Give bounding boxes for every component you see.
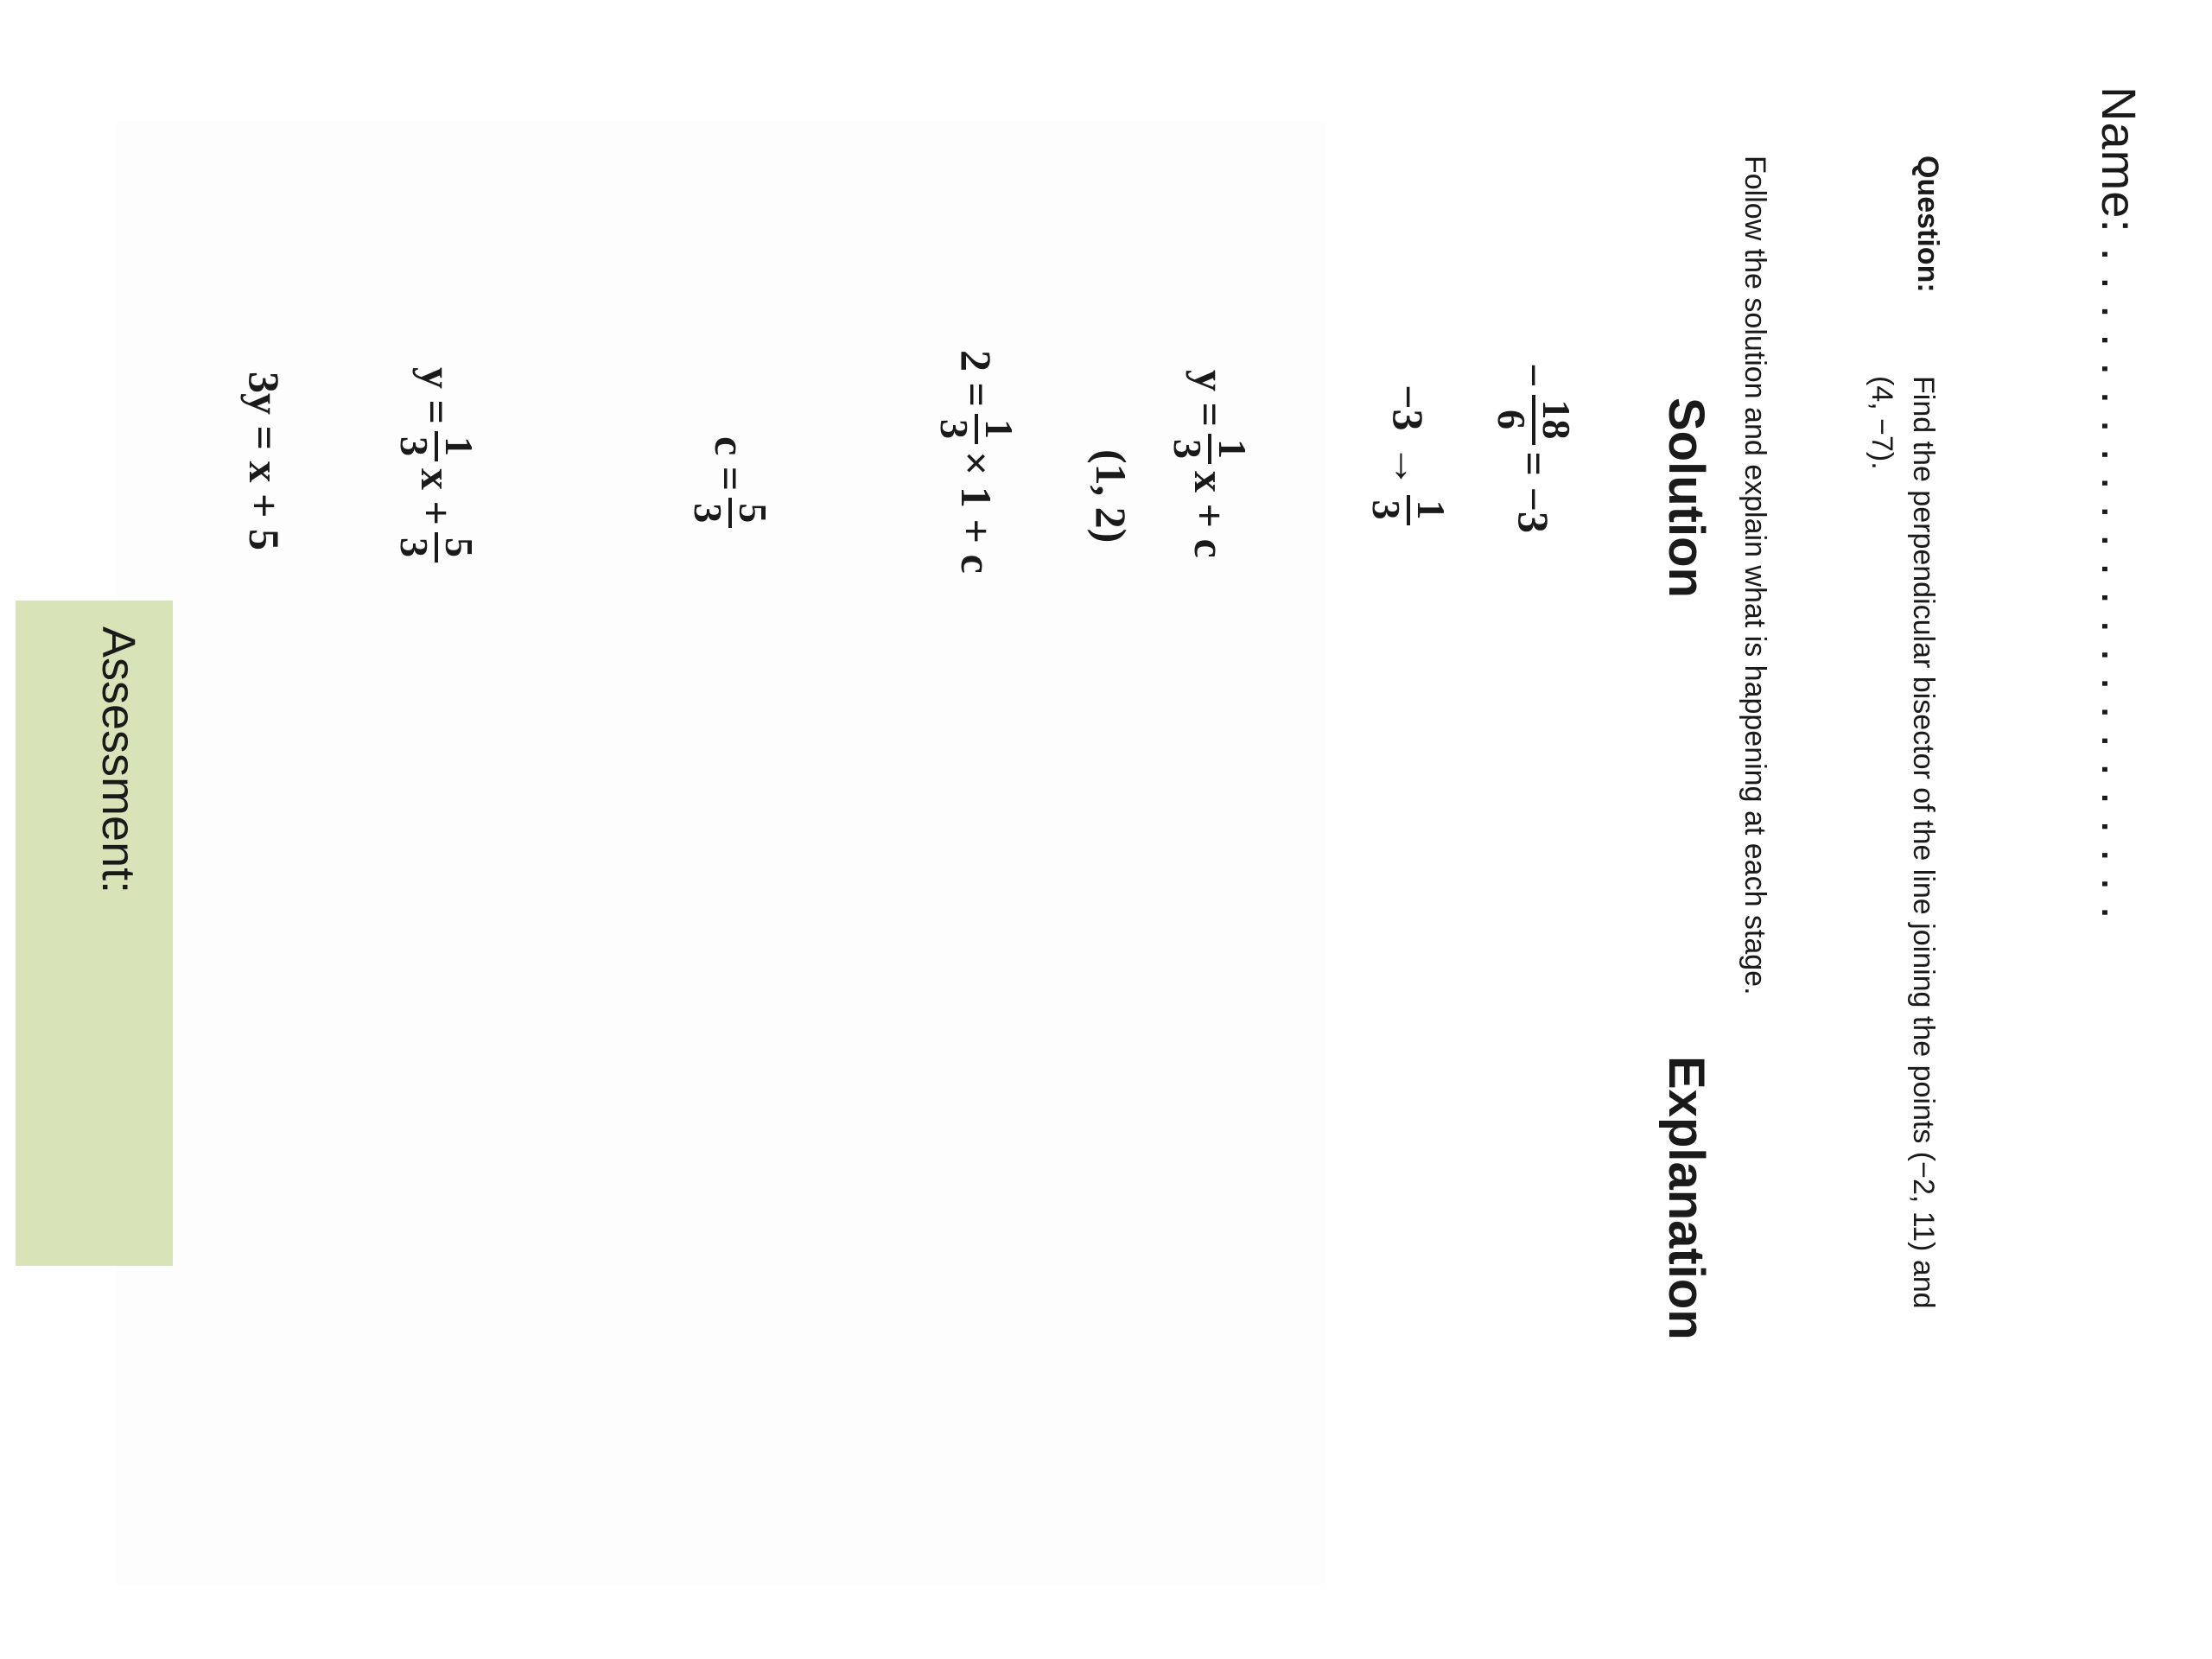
assessment-label: Assessment: <box>92 626 144 894</box>
step-1-rhs: = −3 <box>1509 451 1558 533</box>
step-3-fraction <box>1166 434 1253 464</box>
explanation-heading: Explanation <box>1658 1056 1714 1340</box>
solution-step-2 <box>1364 385 1452 532</box>
solution-heading: Solution <box>1658 397 1714 598</box>
step-1-minus: − <box>1509 363 1558 388</box>
step-3-lhs: y = <box>1185 370 1234 427</box>
solution-step-1 <box>1490 363 1577 533</box>
step-2-arrow: → <box>1383 444 1433 488</box>
step-6-lhs: c = <box>705 436 754 492</box>
worksheet-background <box>117 121 1326 1586</box>
step-4-text: (1, 2) <box>1087 449 1135 543</box>
step-3-denominator: 3 <box>1165 439 1210 459</box>
step-8-text: 3y = x + 5 <box>240 372 289 550</box>
step-5-numerator: 1 <box>975 414 1020 444</box>
step-6-numerator: 5 <box>728 498 773 528</box>
question-text: Find the perpendicular bisector of the line joining the points (−2, 11) and (4, −7). <box>1866 376 1940 1309</box>
step-1-fraction <box>1490 395 1577 445</box>
step-2-numerator: 1 <box>1407 495 1452 525</box>
step-1-denominator: 6 <box>1489 410 1534 429</box>
step-6-denominator: 3 <box>685 503 730 524</box>
step-7-fraction-2 <box>392 532 480 563</box>
solution-step-8 <box>239 372 289 550</box>
step-2-lhs: −3 <box>1383 385 1433 431</box>
question-label: Question: <box>1911 156 1944 293</box>
step-2-denominator: 3 <box>1363 499 1408 520</box>
step-3-numerator: 1 <box>1208 434 1253 464</box>
solution-step-6 <box>686 436 773 535</box>
step-7-middle: x + <box>411 468 461 525</box>
step-5-lhs: 2 = <box>951 350 1001 407</box>
assessment-box[interactable] <box>16 601 173 1266</box>
solution-step-3 <box>1166 370 1253 558</box>
step-7-denominator-1: 3 <box>391 436 436 456</box>
step-5-denominator: 3 <box>931 419 976 439</box>
instruction-text: Follow the solution and explain what is happening at each stage. <box>1738 156 1771 995</box>
step-6-fraction <box>686 498 773 528</box>
step-7-denominator-2: 3 <box>391 537 436 557</box>
step-7-lhs: y = <box>411 367 461 424</box>
solution-step-5 <box>932 350 1020 574</box>
step-7-numerator-1: 1 <box>435 431 480 461</box>
step-2-fraction <box>1364 495 1452 525</box>
step-5-rhs: × 1 + c <box>951 451 1001 574</box>
step-3-rhs: x + c <box>1185 471 1234 558</box>
step-5-fraction <box>932 414 1020 444</box>
step-1-numerator: 18 <box>1532 395 1577 445</box>
solution-step-4 <box>1086 449 1136 543</box>
step-7-fraction-1 <box>392 431 480 461</box>
step-7-numerator-2: 5 <box>435 532 480 563</box>
solution-step-7 <box>392 367 480 569</box>
name-field[interactable]: Name: . . . . . . . . . . . . . . . . . . . . . . . . <box>2092 86 2146 920</box>
